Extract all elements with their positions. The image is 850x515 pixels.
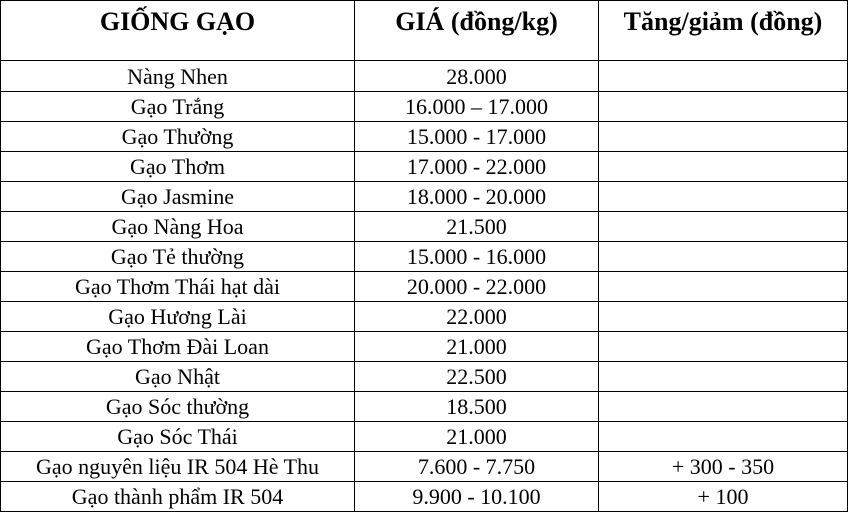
table-row [1,92,848,122]
cell-price: 21.000 [355,332,599,362]
cell-rice-variety: Nàng Nhen [1,61,355,92]
cell-change [599,182,848,212]
cell-change [599,362,848,392]
table-body [1,61,848,512]
table-row [1,452,848,482]
cell-rice-variety: Gạo Trắng [1,92,355,122]
table-row [1,122,848,152]
cell-price: 28.000 [355,61,599,92]
table-row [1,152,848,182]
cell-price: 22.000 [355,302,599,332]
cell-rice-variety: Gạo Thường [1,122,355,152]
cell-change [599,422,848,452]
cell-price: 15.000 - 17.000 [355,122,599,152]
cell-change [599,392,848,422]
header-price: GIÁ (đồng/kg) [355,1,599,61]
table-row [1,302,848,332]
table-header [1,1,848,61]
cell-rice-variety: Gạo Nhật [1,362,355,392]
header-change: Tăng/giảm (đồng) [599,1,848,61]
cell-price: 18.500 [355,392,599,422]
cell-change [599,272,848,302]
cell-rice-variety: Gạo thành phẩm IR 504 [1,482,355,512]
cell-price: 16.000 – 17.000 [355,92,599,122]
cell-price: 17.000 - 22.000 [355,152,599,182]
table-row [1,362,848,392]
cell-price: 21.500 [355,212,599,242]
header-rice-variety: GIỐNG GẠO [1,1,355,61]
cell-price: 18.000 - 20.000 [355,182,599,212]
table-row [1,392,848,422]
cell-rice-variety: Gạo Thơm [1,152,355,182]
cell-price: 7.600 - 7.750 [355,452,599,482]
cell-rice-variety: Gạo Jasmine [1,182,355,212]
cell-change [599,302,848,332]
cell-change: + 100 [599,482,848,512]
cell-price: 20.000 - 22.000 [355,272,599,302]
cell-change [599,332,848,362]
cell-change: + 300 - 350 [599,452,848,482]
cell-rice-variety: Gạo Tẻ thường [1,242,355,272]
cell-price: 22.500 [355,362,599,392]
cell-price: 15.000 - 16.000 [355,242,599,272]
table-row [1,272,848,302]
cell-rice-variety: Gạo Nàng Hoa [1,212,355,242]
cell-rice-variety: Gạo Thơm Đài Loan [1,332,355,362]
header-row [1,1,848,61]
table-row [1,332,848,362]
cell-rice-variety: Gạo Sóc Thái [1,422,355,452]
cell-rice-variety: Gạo Hương Lài [1,302,355,332]
cell-rice-variety: Gạo Sóc thường [1,392,355,422]
table-row [1,422,848,452]
cell-price: 9.900 - 10.100 [355,482,599,512]
cell-change [599,242,848,272]
cell-change [599,92,848,122]
table-row [1,61,848,92]
table-row [1,242,848,272]
table-row [1,482,848,512]
cell-price: 21.000 [355,422,599,452]
table-row [1,212,848,242]
cell-rice-variety: Gạo Thơm Thái hạt dài [1,272,355,302]
cell-rice-variety: Gạo nguyên liệu IR 504 Hè Thu [1,452,355,482]
table-row [1,182,848,212]
cell-change [599,122,848,152]
cell-change [599,212,848,242]
cell-change [599,61,848,92]
cell-change [599,152,848,182]
